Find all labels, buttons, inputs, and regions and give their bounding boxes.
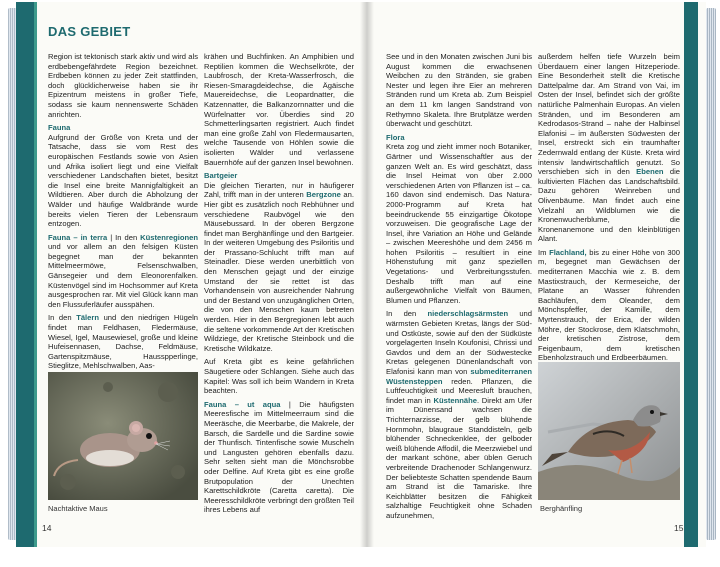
kueste-highlight-3: Küstennähe	[433, 395, 477, 405]
fauna-heading: Fauna	[48, 123, 71, 133]
taeler-text-a: In den	[48, 313, 77, 323]
page-number-right: 15	[674, 523, 684, 533]
safety-paragraph: Auf Kreta gibt es keine gefährlichen Säugetiere oder Schlangen. Siehe auch das Kapitel: Was soll ich beim Wandern in Kreta beachten.	[204, 357, 354, 396]
terra-separator: |	[107, 232, 116, 242]
open-book	[8, 2, 716, 552]
taeler-highlight: Tälern	[76, 313, 99, 323]
palm-text-a: außerdem helfen tiefe Wurzeln beim Überdauern einer langen Hitzeperiode. Eine Besonderheit stellt die Kretische Dattelpalme dar. Am Strand von Vai, im Osten der Insel, befindet sich der größte natürliche Palmenhain Europas. An vielen Stränden, und im Besonderen am Kedrodasos-Strand – nahe der Halbinsel Elafonisi – im äußersten Südwesten der Insel, erstreckt sich ein traumhafter Zedernwald entlang der Küste. Kreta wird intensiv landwirtschaftlich genutzt. So verschieben sich in den	[538, 52, 680, 177]
palm-highlight: Ebenen	[636, 167, 664, 177]
bartgeier-heading: Bartgeier	[204, 171, 238, 181]
turtle-paragraph: See und in den Monaten zwischen Juni bis August kommen die erwachsenen Weibchen zu den Stränden, sie graben Nester und legen ihre Eier an mehreren Stränden rund um Kreta ab. Zum Beispiel an dem 11 km langen Sandstrand von Rethymno Skaleta. Ihre Brutplätze werden überwacht und geschützt.	[386, 52, 532, 129]
bartgeier-text-a: Die gleichen Tierarten, nur in häufigerer Zahl, trifft man in der unteren	[204, 180, 354, 200]
left-accent-bar	[16, 2, 34, 547]
aqua-heading: Fauna – ut aqua	[204, 399, 281, 409]
page-number-left: 14	[42, 523, 52, 533]
kueste-text-b: und wärmsten Gebieten Kretas, längs der Süd- und Ostküste, sowie auf den der Südküste vorgelagerten Inseln Koufonisi, Chrissi und Gavdos und dem an der Südwestecke Kretas gelegenen Dünenlandschaft von Elafonisi kann man von	[386, 309, 532, 376]
bartgeier-highlight: Bergzone	[306, 190, 341, 200]
aqua-paragraph	[204, 400, 354, 515]
bird-photo	[538, 362, 680, 500]
kueste-text-c: reden. Pflanzen, die Luftfeuchtigkeit und Meeresluft brauchen, findet man in	[386, 376, 532, 405]
amphibien-paragraph: krähen und Buchfinken. An Amphibien und Reptilien kommen die Wechselkröte, der Laubfrosch, der Kreta-Wasserfrosch, die Riesen-Smaragdeidechse, die Ägäische Mauereidechse, die Leopardnatter, die Katzennatter, die Balkanzornnatter und die Würfelnatter vor. Überdies sind 20 Schmetterlingsarten registriert. Auch findet man eine große Zahl von Fledermausarten, welche Tausende von Höhlen sowie die isolierten Wälder und verlassene Bauernhöfe auf der ganzen Insel bewohnen.	[204, 52, 354, 167]
flachland-paragraph	[538, 248, 680, 363]
flora-heading: Flora	[386, 132, 405, 142]
kueste-paragraph	[386, 309, 532, 520]
palm-text-b: die kultivierten Flächen das Landschaftsbild. Dazu gehören Weinreben und Olivenbäume. Man findet auch eine Vielzahl an Wildblumen wie die Kronenwucherblume, die Kronenanemone und den kleinblütigen Alant.	[538, 167, 680, 244]
bartgeier-paragraph	[204, 181, 354, 354]
book-spine	[360, 2, 374, 547]
mouse-photo	[48, 372, 198, 500]
column-4	[538, 52, 680, 381]
mouse-caption: Nachtaktive Maus	[48, 504, 108, 513]
page-edges-right	[706, 8, 716, 540]
flachland-highlight: Flachland,	[549, 247, 587, 257]
palm-paragraph	[538, 52, 680, 244]
terra-highlight: Küstenregionen	[140, 232, 198, 242]
section-title: DAS GEBIET	[48, 24, 131, 39]
aqua-text: Die häufigsten Meeresfische im Mittelmeerraum sind die Meeräsche, die Meerbarbe, die Makrele, der Barsch, die Sardelle und die Sardine sowie der Thunfisch. Tintenfische sowie Muscheln und Langusten gehören ebenfalls dazu. Sehr selten sieht man die Mönchsrobbe oder Delfine. Auf Kreta gibt es eine große Brutpopulation der Unechten Karettschildkröte (Caretta caretta). Die Meeresschildkröte verbringt den größten Teil ihres Lebens auf	[204, 399, 354, 515]
column-3	[386, 52, 532, 525]
kueste-highlight-2: submediterranen Wüstensteppen	[386, 367, 532, 386]
taeler-text-b: und den niedrigen Hügeln findet man Feldhasen, Fledermäuse, Wiesel, Igel, Mausewiesel, große und kleine Hufeisennasen, Dachse, Feldmäuse, Gartenspitzmäuse, Hausspperlinge, Stieglitze, Mehlschwalben, Aas-	[48, 313, 198, 371]
column-1	[48, 52, 198, 375]
intro-paragraph: Region ist tektonisch stark aktiv und wird als erdbebengefährdete Region bezeichnet. Erdbeben können zu jeder Zeit stattfinden, doch glücklicherweise haben sie ihr Epizentrum meistens in großer Tiefe, sodass sie kaum nennenswerte Schäden anrichten.	[48, 52, 198, 119]
terra-paragraph	[48, 233, 198, 310]
flachland-text-b: bis zu einer Höhe von 300 m, begegnet man Gewächsen der mediterranen Macchia wie z. B. dem Mastixstrauch, der Kermeseiche, der Platane an Wasser führenden Bachläufen, dem Oleander, dem Mönchspfeffer, der Kamille, dem Myrtenstrauch, der Erica, der wilden Möhre, der Stockrose, dem Klatschmohn, der kretischen Zistrose, dem Feigenbaum, dem kretischen Ebenholzstrauch und Erdbeerbäumen.	[538, 247, 681, 363]
fauna-paragraph: Aufgrund der Größe von Kreta und der Tatsache, dass sie vom Rest des europäischen Festlands sowie von Asien und Afrika isoliert liegt und eine Vielfalt verschiedener Landschaften bietet, besitzt die Insel eine breite Mannigfaltigkeit an Wildtieren. Aber durch die Abholzung der Wälder und häufige Waldbrände wurde bereits vielen Tieren der Lebensraum entzogen.	[48, 132, 198, 229]
kueste-text-d: . Direkt am Ufer im Dünensand wachsen die Trichternarzisse, der gelb blühende Hornmohn, blaugraue Standdisteln, gelb blühender Schneckenklee, der gelboder weiß blühende Affodil, die Meerzwiebel und der markant schöne, aber üblen Geruch verbreitende Drachenoder Schlangenwurz. Der beliebteste Schatten spendende Baum am Strand ist die Tamariske. Ihre Keichblätter besitzen die Fähigkeit salzhaltige Feuchtigkeit ohne Schaden aufzunehmen,	[386, 395, 532, 520]
bartgeier-text-b: an. Hier gibt es zusätzlich noch Rebhühner und verschiedene Raubvögel wie den Mäusebussard. In der oberen Bergzone findet man Berghänflinge und den Bartgeier. In der weiteren Umgebung des Psiloritis und der Prassano-Schlucht trifft man auf Steinadler. Diese werden unerbittlich von den Menschen gejagt und der einzige Umstand der sie rettet ist das Vorhandensein von ausreichender Nahrung und der Bestand von unzugänglichen Orten, die von den Menschen kaum betreten werden. Hier in den Bergregionen lebt auch die seltene vorkommende Art der Kretischen Wildziege, der Kretische Steinbock und die Kretische Wildkatze.	[204, 190, 354, 353]
column-2	[204, 52, 354, 519]
kueste-text-a: In den	[386, 309, 428, 319]
right-accent-bar	[684, 2, 698, 547]
flora-paragraph: Kreta zog und zieht immer noch Botaniker, Gärtner und Wissenschaftler aus der ganzen Welt an. Es wird geschätzt, dass die Insel Heimat von über 2.000 verschiedenen Arten von Pflanzen ist – ca. 160 davon sind endemisch. Das Natura-2000-Programm auf Kreta hat beeindruckende 55 einzigartige Ökotope vorzuweisen. Die geografische Lage der Insel, ihre Variation an Höhe und Gelände – zwischen Meereshöhe und dem 2456 m hohen Psiloritis – resultiert in eine Höhenstufung mit ganz speziellen Vegetations- und Verbreitungsstufen. Deshalb trifft man auf eine außergewöhnliche Vielfalt von Bäumen, Blumen und Pflanzen.	[386, 142, 532, 305]
terra-heading: Fauna – in terra	[48, 232, 108, 242]
aqua-separator: |	[280, 399, 300, 409]
bird-caption: Berghänfling	[540, 504, 583, 513]
flachland-text-a: Im	[538, 247, 550, 257]
kueste-highlight-1: niederschlagsärmsten	[427, 309, 509, 319]
terra-text-b: und vor allem an den felsigen Küsten begegnet man der bekannten Mittelmeermöwe, Felsenschwalben, Gänsegeier und dem Eleonorenfalken. Küstenvögel sind im Hochsommer auf Kreta ausgesprochen rar. Mit viel Glück kann man den Flussuferläufer ausspähen.	[48, 242, 198, 309]
taeler-paragraph	[48, 313, 198, 371]
terra-text-a: In den	[115, 232, 141, 242]
